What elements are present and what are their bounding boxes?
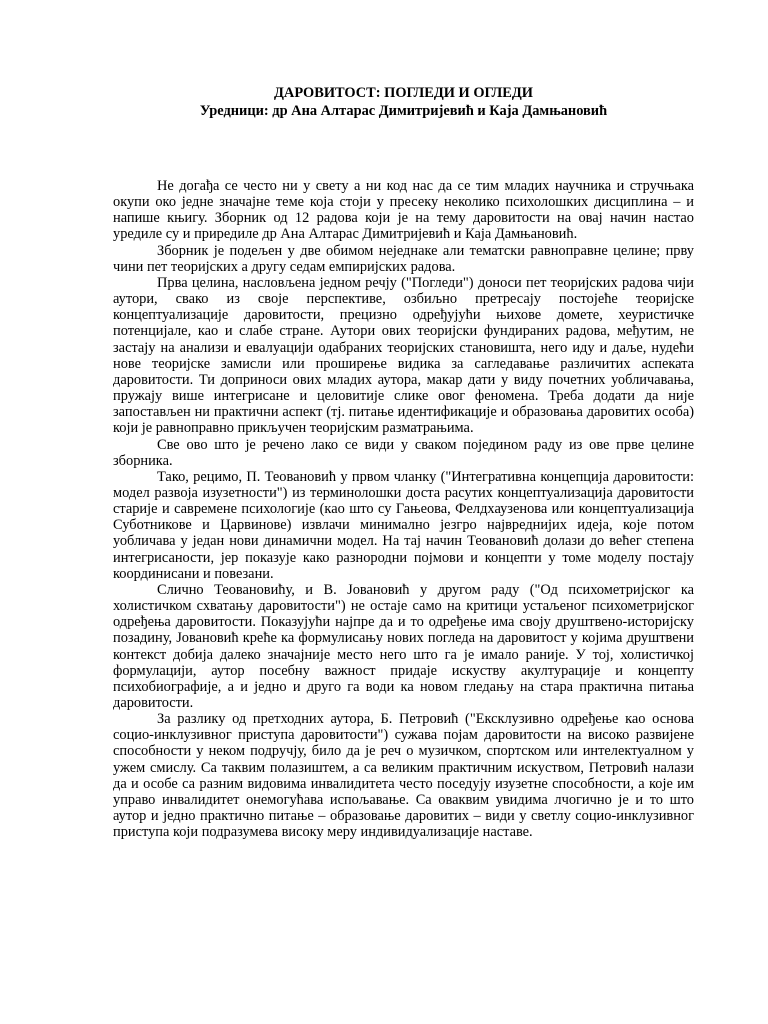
paragraph: Не догађа се често ни у свету а ни код нас да се тим младих научника и стручњака окупи око једне значајне теме која стоји у пресеку неколико психолошких дисциплина – и напише књигу. Зборник од 12 радова који је на тему даровитости на овај начин настао уредиле су и приредиле др Ана Алтарас Димитријевић и Каја Дамњановић. [113,178,694,243]
paragraph: За разлику од претходних аутора, Б. Петровић ("Ексклузивно одређење као основа социо-инклузивног приступа даровитости") сужава појам даровитости на високо развијене способности у неком подручју, било да је реч о музичком, спортском или интелектуалном у ужем смислу. Са таквим полазиштем, а са великим практичним искуством, Петровић налази да и особе са разним видовима инвалидитета често поседују изузетне способности, а које им управо инвалидитет онемогућава испољавање. Са оваквим увидима лчогично је и то што аутор и једно практично питање – образовање даровитих – види у светлу социо-инклузивног приступа који подразумева високу меру индивидуализације наставе. [113,711,694,841]
paragraph: Све ово што је речено лако се види у сваком појединoм раду из ове прве целине зборника. [113,436,694,469]
paragraph: Зборник је подељен у две обимом неједнаке али тематски равноправне целине; прву чини пет теоријских а другу седам емпиријских радова. [113,242,694,275]
document-subtitle: Уредници: др Ана Алтарас Димитријевић и Каја Дамњановић [199,103,608,119]
document-page [113,79,694,840]
paragraph: Прва целина, насловљена једном речју ("Погледи") доноси пет теоријских радова чији аутори, свако из своје перспективе, озбиљно претресају постојеће теоријске концептуализације даровитости, прецизно одређујући њихове домете, хеуристичке потенцијале, као и слабе стране. Аутори ових теоријски фундираних радова, међутим, не застају на анализи и евалуацији одабраних теоријских становишта, него иду и даље, нудећи нове теоријске замисли или проширење видика за сагледавање различитих аспеката даровитости. Ти доприноси ових младих аутора, макар дати у виду почетних уобличавања, пружају више интегрисане и целовитије слике овог феномена. Треба додати да није запостављен ни практични аспект (тј. питање идентификације и образовања даровитих особа) који је равноправно прикључен теоријским разматрањима. [113,274,694,437]
paragraph: Слично Теовановићу, и В. Јовановић у другом раду ("Од психометријског ка холистичком схватању даровитости") не остаје само на критици устаљеног психометријског одређења даровитости. Показујући најпре да и то одређење има своју друштвено-историјску позадину, Јовановић креће ка формулисању нових погледа на даровитост у којима друштвени контекст добија далеко значајније место него што га је имало раније. У тој, холистичкој формулацији, аутор посебну важност придаје искуству акултурације и концепту психобиографије, а и једно и друго га води ка новом гледању на стара практична питања даровитости. [113,581,694,711]
title-spacer [113,120,694,178]
document-title: ДАРОВИТОСТ: ПОГЛЕДИ И ОГЛЕДИ [274,85,533,101]
paragraph: Тако, рецимо, П. Теовановић у првом чланку ("Интегративна концепција даровитости: модел развоја изузетности") из терминолошки доста расутих концептуализација даровитости старије и савремене психологије (као што су Гањеова, Фелдхаузенова или концептуализација Суботникове и Царвинове) извлачи минимално језгро највреднијих идеја, које потом уобличава у један нови динамични модел. На тај начин Теовановић долази до већег степена интегрисаности, јер показује како разнородни појмови и концепти у томе моделу постају координисани и повезани. [113,468,694,582]
